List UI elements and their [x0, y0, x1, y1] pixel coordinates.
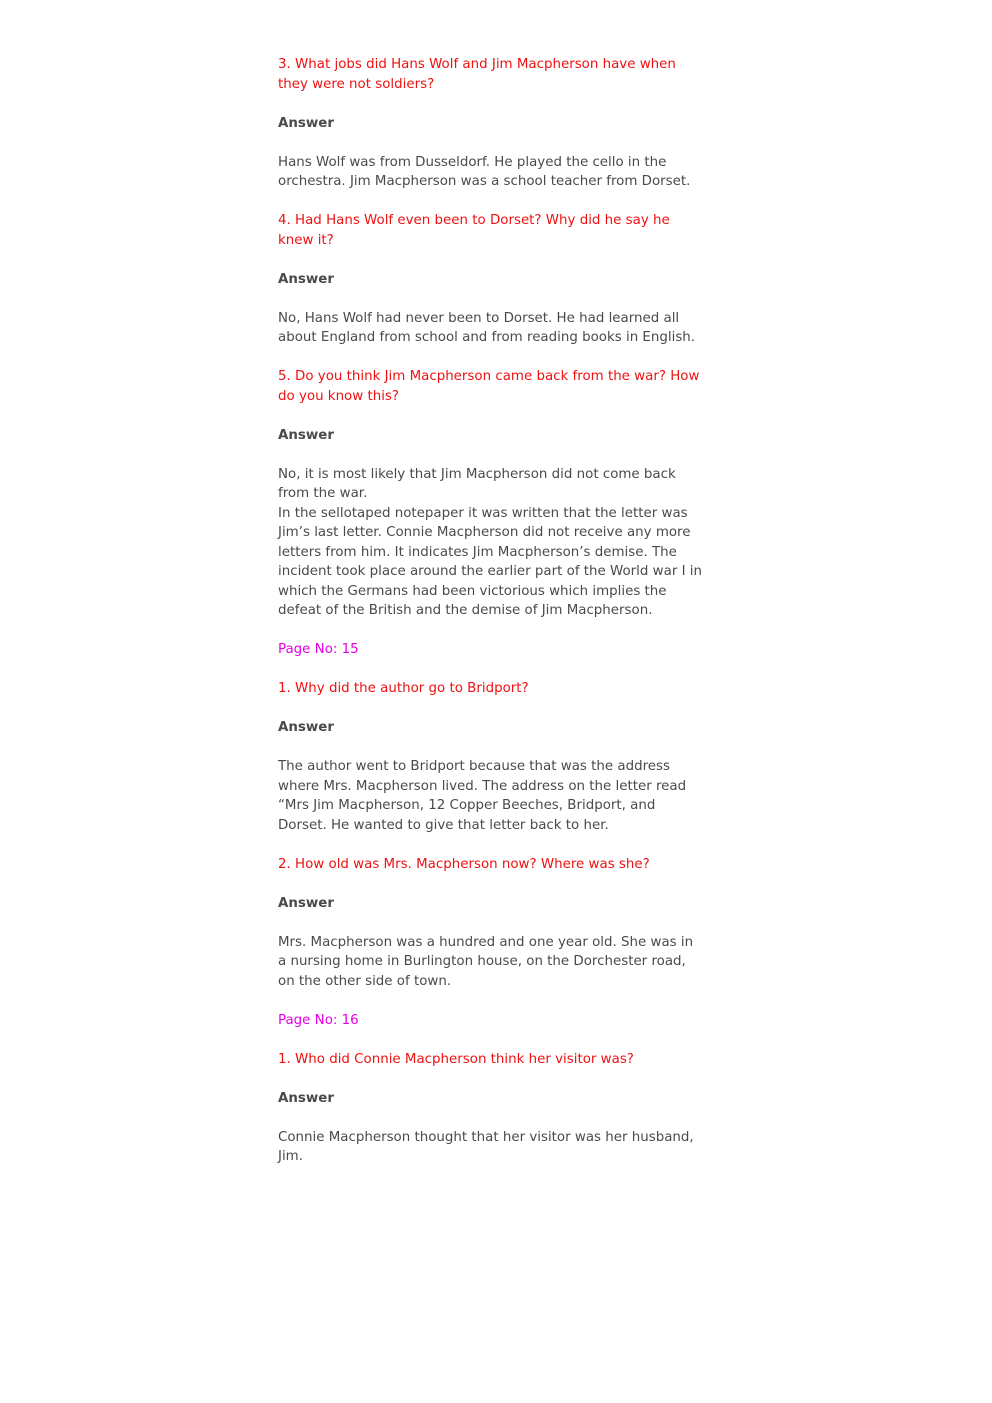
answer-4: No, Hans Wolf had never been to Dorset. He had learned all about England from school and from reading books in English.	[278, 310, 696, 345]
page16-answer-1: Connie Macpherson thought that her visitor was her husband, Jim.	[278, 1129, 694, 1164]
page15-question-1: 1. Why did the author go to Bridport?	[278, 681, 529, 696]
page15-answer-2: Mrs. Macpherson was a hundred and one year old. She was in a nursing home in Burlington house, on the Dorchester road, on the other side of town.	[278, 934, 694, 989]
answer-5	[278, 465, 703, 621]
page16-question-1: 1. Who did Connie Macpherson think her visitor was?	[278, 1051, 634, 1067]
page15-answer-1: The author went to Bridport because that was the address where Mrs. Macpherson lived. The address on the letter read “Mrs Jim Macpherson, 12 Copper Beeches, Bridport, and Dorset. He wanted to give that letter back to her.	[278, 759, 687, 833]
question-3: 3. What jobs did Hans Wolf and Jim Macpherson have when they were not soldiers?	[278, 57, 676, 92]
answer-label: Answer	[278, 1090, 334, 1106]
question-5: 5. Do you think Jim Macpherson came back from the war? How do you know this?	[278, 369, 700, 404]
answer-5-line-1: No, it is most likely that Jim Macpherson did not come back from the war.	[278, 466, 676, 501]
page-number-16: Page No: 16	[278, 1012, 359, 1028]
answer-label: Answer	[278, 720, 334, 735]
answer-label: Answer	[278, 427, 334, 443]
page15-question-2: 2. How old was Mrs. Macpherson now? Where was she?	[278, 856, 650, 872]
question-4: 4. Had Hans Wolf even been to Dorset? Why did he say he knew it?	[278, 213, 670, 248]
answer-label: Answer	[278, 271, 334, 287]
document-page	[278, 55, 703, 1186]
page-number-15: Page No: 15	[278, 642, 359, 657]
answer-5-line-2: In the sellotaped notepaper it was written that the letter was Jim’s last letter. Connie Macpherson did not receive any more letters from him. It indicates Jim Macpherson’s demise. The incident took place around the earlier part of the World war I in which the Germans had been victorious which implies the defeat of the British and the demise of Jim Macpherson.	[278, 505, 702, 618]
answer-label: Answer	[278, 895, 334, 911]
answer-3: Hans Wolf was from Dusseldorf. He played the cello in the orchestra. Jim Macpherson was a school teacher from Dorset.	[278, 154, 691, 189]
answer-label: Answer	[278, 115, 334, 131]
